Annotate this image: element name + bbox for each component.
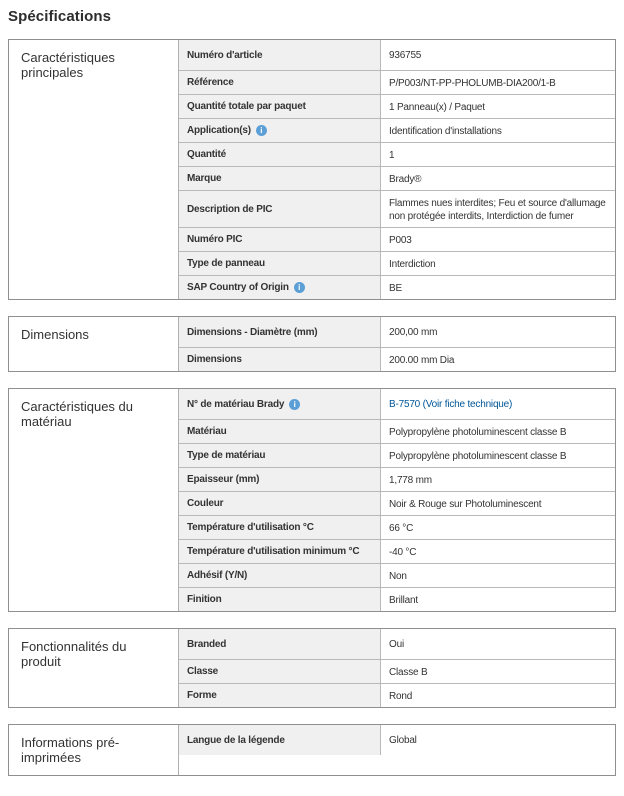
spec-value: Brady®: [381, 167, 615, 190]
info-icon[interactable]: i: [289, 399, 300, 410]
info-icon[interactable]: i: [256, 125, 267, 136]
table-row: [179, 492, 615, 516]
spec-value: 200.00 mm Dia: [381, 348, 615, 371]
section-rows: [179, 725, 615, 775]
section-title: Dimensions: [9, 317, 179, 371]
spec-value: Noir & Rouge sur Photoluminescent: [381, 492, 615, 515]
spec-value: Flammes nues interdites; Feu et source d'allumage non protégée interdits, Interdiction de fumer: [381, 191, 615, 227]
spec-label: Quantité: [179, 143, 381, 166]
table-row: [179, 660, 615, 684]
spec-value: Polypropylène photoluminescent classe B: [381, 420, 615, 443]
spec-label: Finition: [179, 588, 381, 611]
spec-label: Référence: [179, 71, 381, 94]
table-row: [179, 119, 615, 143]
spec-label: [179, 119, 381, 142]
table-row: [179, 444, 615, 468]
table-row: [179, 317, 615, 348]
spec-label: Type de matériau: [179, 444, 381, 467]
spec-value: BE: [381, 276, 615, 299]
spec-value: Global: [381, 725, 615, 755]
table-row: [179, 95, 615, 119]
table-row: [179, 228, 615, 252]
spec-value: P003: [381, 228, 615, 251]
spec-label: Adhésif (Y/N): [179, 564, 381, 587]
section-rows: [179, 389, 615, 611]
table-row: [179, 252, 615, 276]
table-row: [179, 167, 615, 191]
spec-value: Non: [381, 564, 615, 587]
section-caracteristiques-du-materiau: [8, 388, 616, 612]
spec-value: Interdiction: [381, 252, 615, 275]
table-row: [179, 564, 615, 588]
spec-label: Température d'utilisation °C: [179, 516, 381, 539]
spec-value: Oui: [381, 629, 615, 659]
spec-value: Polypropylène photoluminescent classe B: [381, 444, 615, 467]
section-fonctionnalites-du-produit: [8, 628, 616, 708]
table-row: [179, 276, 615, 299]
spec-value: 1 Panneau(x) / Paquet: [381, 95, 615, 118]
section-rows: [179, 629, 615, 707]
section-title: Caractéristiques du matériau: [9, 389, 179, 611]
spec-value: Rond: [381, 684, 615, 707]
spec-value: Classe B: [381, 660, 615, 683]
spec-label: Marque: [179, 167, 381, 190]
table-row: [179, 191, 615, 228]
section-informations-pre-imprimees: [8, 724, 616, 776]
table-row: [179, 516, 615, 540]
table-row: [179, 629, 615, 660]
spec-label-text: N° de matériau Brady: [187, 398, 285, 410]
section-title: Caractéristiques principales: [9, 40, 179, 299]
spec-label: [179, 276, 381, 299]
spec-value: 66 °C: [381, 516, 615, 539]
section-title: Fonctionnalités du produit: [9, 629, 179, 707]
info-icon[interactable]: i: [294, 282, 305, 293]
spec-value: 200,00 mm: [381, 317, 615, 347]
table-row: [179, 468, 615, 492]
spec-value: 1: [381, 143, 615, 166]
spec-value: Identification d'installations: [381, 119, 615, 142]
section-rows: [179, 317, 615, 371]
material-datasheet-link[interactable]: B-7570 (Voir fiche technique): [389, 399, 513, 410]
spec-label: Numéro PIC: [179, 228, 381, 251]
spec-value: [381, 389, 615, 419]
spec-value: -40 °C: [381, 540, 615, 563]
spec-label: [179, 389, 381, 419]
spec-label: Type de panneau: [179, 252, 381, 275]
spec-label: Numéro d'article: [179, 40, 381, 70]
table-row: [179, 540, 615, 564]
spec-label: Classe: [179, 660, 381, 683]
table-row: [179, 143, 615, 167]
spec-label: Epaisseur (mm): [179, 468, 381, 491]
table-row: [179, 40, 615, 71]
table-row: [179, 348, 615, 371]
spec-label: Couleur: [179, 492, 381, 515]
spec-label: Langue de la légende: [179, 725, 381, 755]
section-caracteristiques-principales: [8, 39, 616, 300]
table-row: [179, 389, 615, 420]
spec-label: Température d'utilisation minimum °C: [179, 540, 381, 563]
table-row: [179, 420, 615, 444]
section-rows: [179, 40, 615, 299]
spec-value: Brillant: [381, 588, 615, 611]
spec-label: Forme: [179, 684, 381, 707]
section-dimensions: [8, 316, 616, 372]
spec-label: Dimensions - Diamètre (mm): [179, 317, 381, 347]
spec-value: 1,778 mm: [381, 468, 615, 491]
spec-value: P/P003/NT-PP-PHOLUMB-DIA200/1-B: [381, 71, 615, 94]
page-title: Spécifications: [8, 8, 112, 25]
table-row: [179, 684, 615, 707]
spec-label: Matériau: [179, 420, 381, 443]
spec-label: Description de PIC: [179, 191, 381, 227]
section-title: Informations pré-imprimées: [9, 725, 179, 775]
spec-value: 936755: [381, 40, 615, 70]
table-row: [179, 71, 615, 95]
spec-label-text: Application(s): [187, 125, 251, 136]
spec-label-text: SAP Country of Origin: [187, 282, 289, 293]
spec-label: Branded: [179, 629, 381, 659]
spec-label: Quantité totale par paquet: [179, 95, 381, 118]
table-row: [179, 725, 615, 755]
spec-label: Dimensions: [179, 348, 381, 371]
table-row: [179, 588, 615, 611]
